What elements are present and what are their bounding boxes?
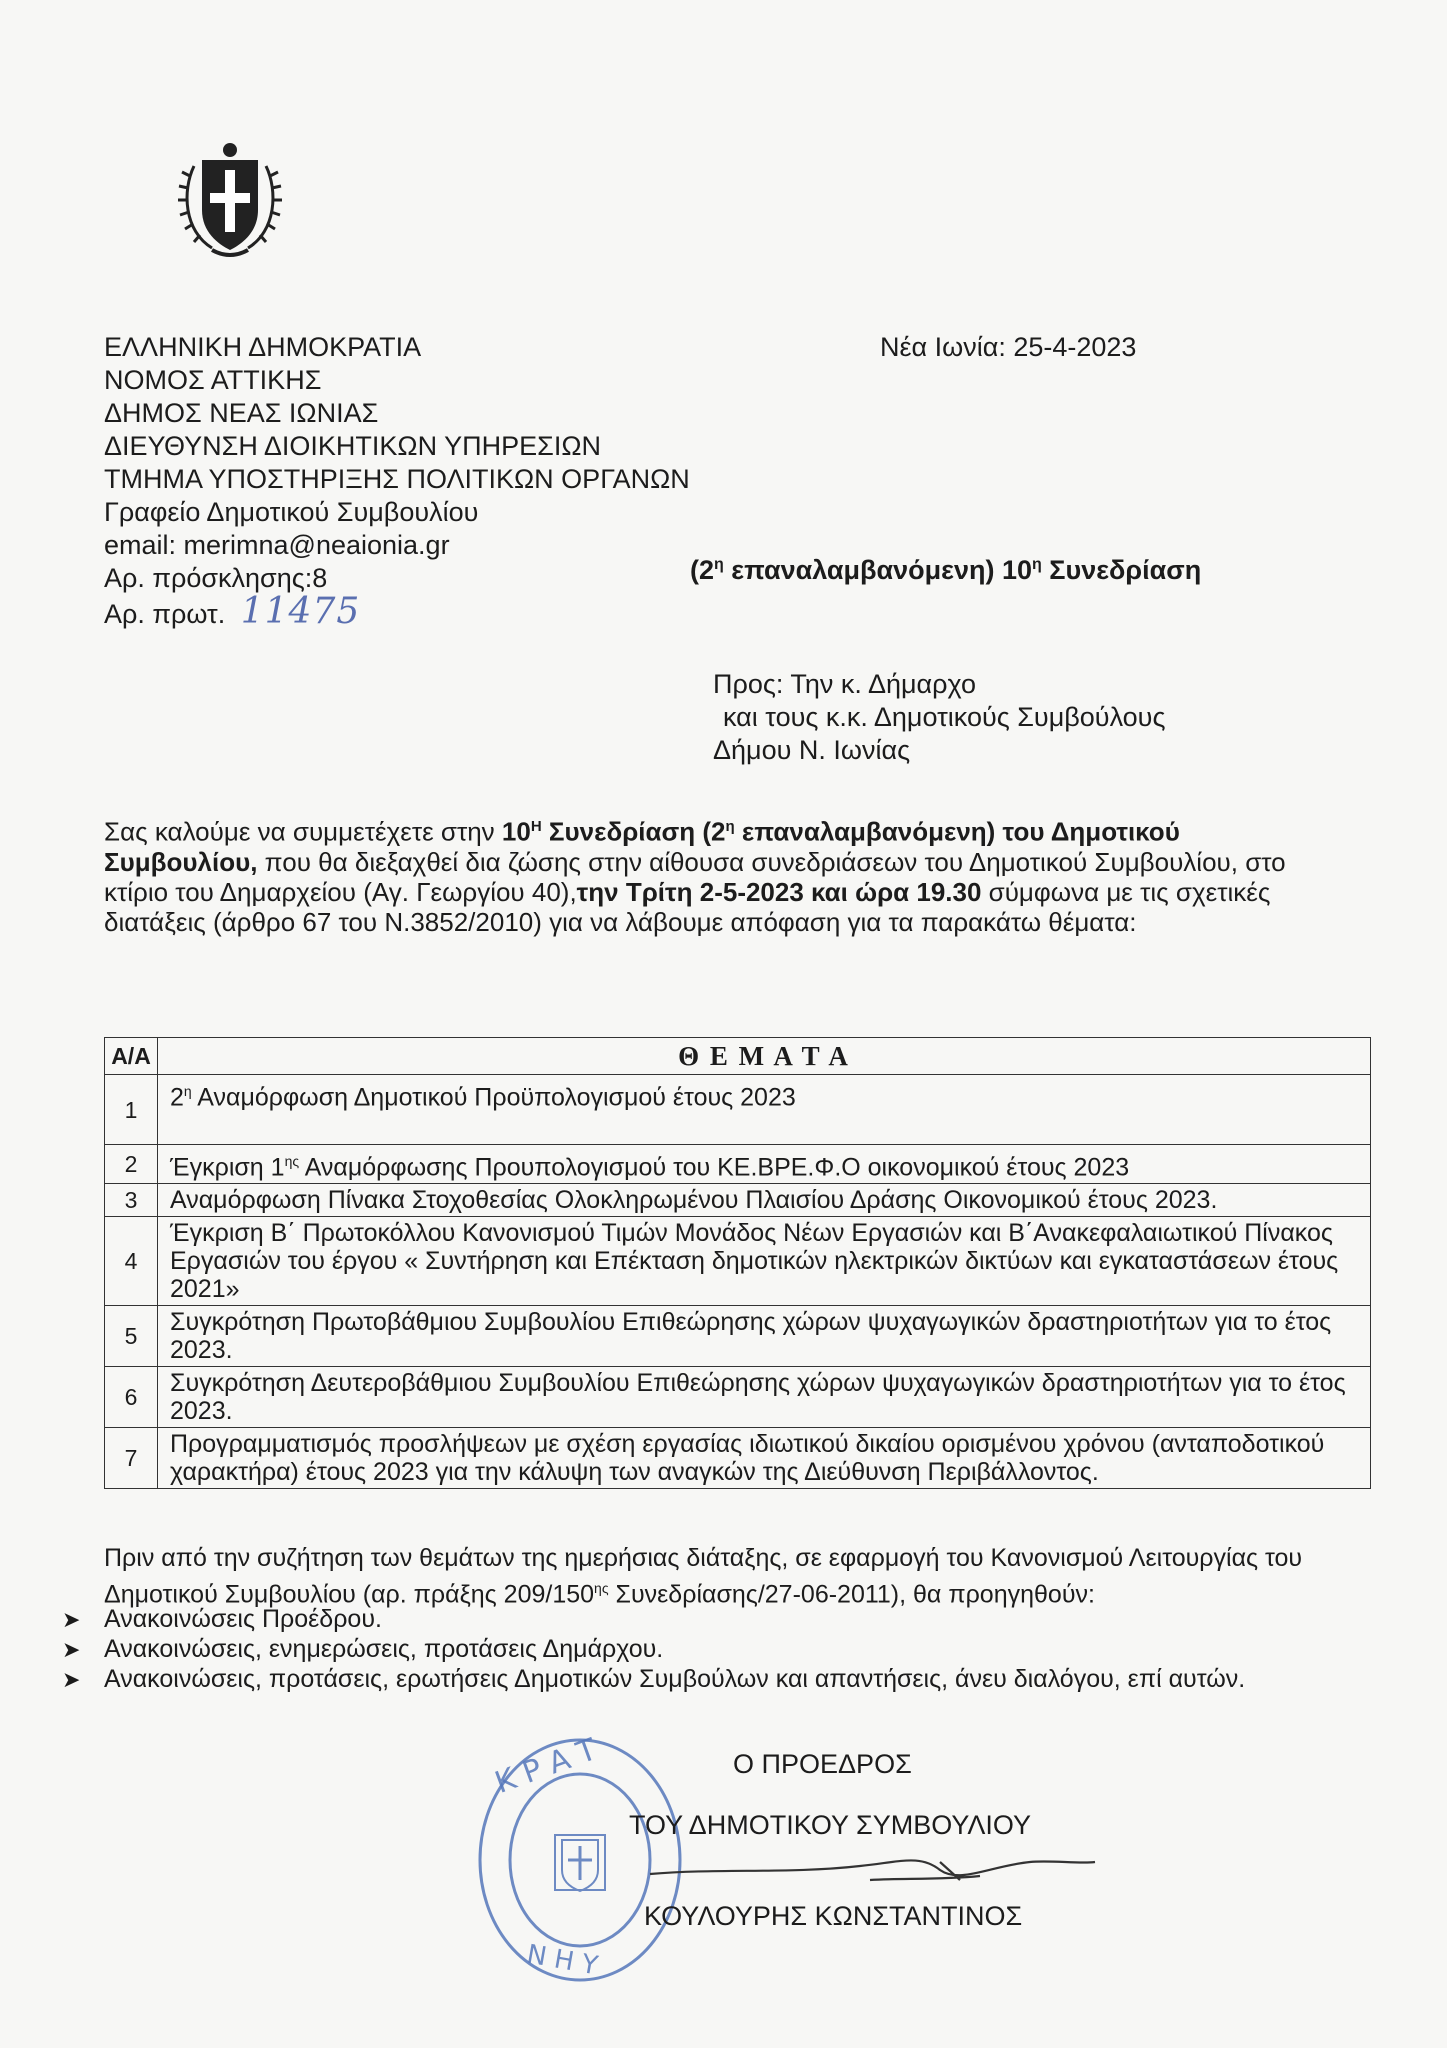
row-number: 6 [105,1367,158,1428]
table-row [105,1428,1371,1489]
email-line: email: merimna@neaionia.gr [104,530,450,560]
president-name: ΚΟΥΛΟΥΡΗΣ ΚΩΝΣΤΑΝΤΙΝΟΣ [644,1901,1023,1931]
row-topic: $2^\eta$ Αναμόρφωση Δημοτικού Προϋπολογισμού έτους 2023 [158,1075,1371,1145]
row-topic: Έγκριση $1^{\eta\varsigma}$ Αναμόρφωσης Προυπολογισμού του ΚΕ.ΒΡΕ.Φ.Ο οικονομικού έτους 2023 [158,1145,1371,1184]
table-row [105,1367,1371,1428]
arrow-bullet-icon: ➤ [62,1637,81,1662]
invitation-number: Αρ. πρόσκλησης:8 [104,563,328,593]
svg-text:Κ Ρ Α Τ: Κ Ρ Α Τ [490,1732,602,1801]
protocol-number [104,591,690,632]
org-line: ΔΙΕΥΘΥΝΣΗ ΔΙΟΙΚΗΤΙΚΩΝ ΥΠΗΡΕΣΙΩΝ [104,431,602,461]
coat-of-arms-emblem [172,136,288,264]
protocol-handwritten: 11475 [240,591,361,632]
list-item: ➤ Ανακοινώσεις, προτάσεις, ερωτήσεις Δημοτικών Συμβούλων και απαντήσεις, άνευ διαλόγου, επί αυτών. [62,1665,1246,1693]
agenda-preamble: Πριν από την συζήτηση των θεμάτων της ημερήσιας διάταξης, σε εφαρμογή του Κανονισμού Λειτουργίας του Δημοτικού Συμβουλίου (αρ. πράξης $209/150^{\eta\varsigma}$ Συνεδρίασης/27-06-2011), θα προηγηθούν: [104,1544,1303,1609]
table-header-row [105,1038,1371,1075]
row-number: 5 [105,1306,158,1367]
invitation-paragraph: Σας καλούμε να συμμετέχετε στην $10^H$ Συνεδρίαση ($2^\eta$ επαναλαμβανόμενη) του Δημοτικού Συμβουλίου, που θα διεξαχθεί δια ζώσης στην αίθουσα συνεδριάσεων του Δημοτικού Συμβουλίου, στο κτίριο του Δημαρχείου (Αγ. Γεωργίου 40),την Τρίτη 2-5-2023 και ώρα 19.30 σύμφωνα με τις σχετικές διατάξεις (άρθρο 67 του Ν.3852/2010) για να λάβουμε απόφαση για τα παρακάτω θέματα: [104,816,1286,937]
list-item: ➤ Ανακοινώσεις Προέδρου. [62,1605,382,1633]
org-line: ΔΗΜΟΣ ΝΕΑΣ ΙΩΝΙΑΣ [104,398,379,428]
recipient-line: Προς: Την κ. Δήμαρχο [713,669,976,699]
row-topic: Έγκριση Β΄ Πρωτοκόλλου Κανονισμού Τιμών Μονάδος Νέων Εργασιών και Β΄Ανακεφαλαιωτικού Πίνακος Εργασιών του έργου « Συντήρηση και Επέκταση δημοτικών ηλεκτρικών δικτύων και εγκαταστάσεων έτους 2021» [158,1217,1371,1306]
row-number: 1 [105,1075,158,1145]
org-line: ΝΟΜΟΣ ΑΤΤΙΚΗΣ [104,365,322,395]
protocol-label: Αρ. πρωτ. [104,599,226,629]
row-number: 7 [105,1428,158,1489]
row-topic: Συγκρότηση Δευτεροβάθμιου Συμβουλίου Επιθεώρησης χώρων ψυχαγωγικών δραστηριοτήτων για το έτος 2023. [158,1367,1371,1428]
list-item: ➤ Ανακοινώσεις, ενημερώσεις, προτάσεις Δημάρχου. [62,1635,664,1663]
row-number: 4 [105,1217,158,1306]
table-row [105,1306,1371,1367]
svg-text:Ν Η Υ: Ν Η Υ [524,1939,601,1982]
org-line: ΤΜΗΜΑ ΥΠΟΣΤΗΡΙΞΗΣ ΠΟΛΙΤΙΚΩΝ ΟΡΓΑΝΩΝ [104,464,690,494]
table-row [105,1145,1371,1184]
handwritten-signature [640,1840,1100,1900]
council-title: ΤΟΥ ΔΗΜΟΤΙΚΟΥ ΣΥΜΒΟΥΛΙΟΥ [629,1810,1032,1840]
row-topic: Προγραμματισμός προσλήψεων με σχέση εργασίας ιδιωτικού δικαίου ορισμένου χρόνου (ανταποδοτικού χαρακτήρα) έτους 2023 για την κάλυψη των αναγκών της Διεύθυνση Περιβάλλοντος. [158,1428,1371,1489]
arrow-bullet-icon: ➤ [62,1667,81,1692]
org-line: ΕΛΛΗΝΙΚΗ ΔΗΜΟΚΡΑΤΙΑ [104,332,422,362]
recipient-line: Δήμου Ν. Ιωνίας [713,735,911,765]
org-line: Γραφείο Δημοτικού Συμβουλίου [104,497,479,527]
sender-block [104,331,690,631]
row-number: 2 [105,1145,158,1184]
row-number: 3 [105,1184,158,1217]
table-row [105,1217,1371,1306]
table-row [105,1184,1371,1217]
column-header-number: Α/Α [105,1038,158,1075]
table-row [105,1075,1371,1145]
column-header-topics: Θ Ε Μ Α Τ Α [158,1038,1371,1075]
arrow-bullet-icon: ➤ [62,1607,81,1632]
row-topic: Συγκρότηση Πρωτοβάθμιου Συμβουλίου Επιθεώρησης χώρων ψυχαγωγικών δραστηριοτήτων για το έτος 2023. [158,1306,1371,1367]
recipient-line: και τους κ.κ. Δημοτικούς Συμβούλους [723,702,1166,732]
recipients-block [713,668,1165,767]
row-topic: Αναμόρφωση Πίνακα Στοχοθεσίας Ολοκληρωμένου Πλαισίου Δράσης Οικονομικού έτους 2023. [158,1184,1371,1217]
topics-table [104,1037,1371,1489]
president-title: Ο ΠΡΟΕΔΡΟΣ [733,1749,912,1779]
place-date: Νέα Ιωνία: 25-4-2023 [880,332,1137,362]
session-title: ($2^\eta$ επαναλαμβανόμενη) $10^\eta$ Συνεδρίαση [690,555,1202,585]
